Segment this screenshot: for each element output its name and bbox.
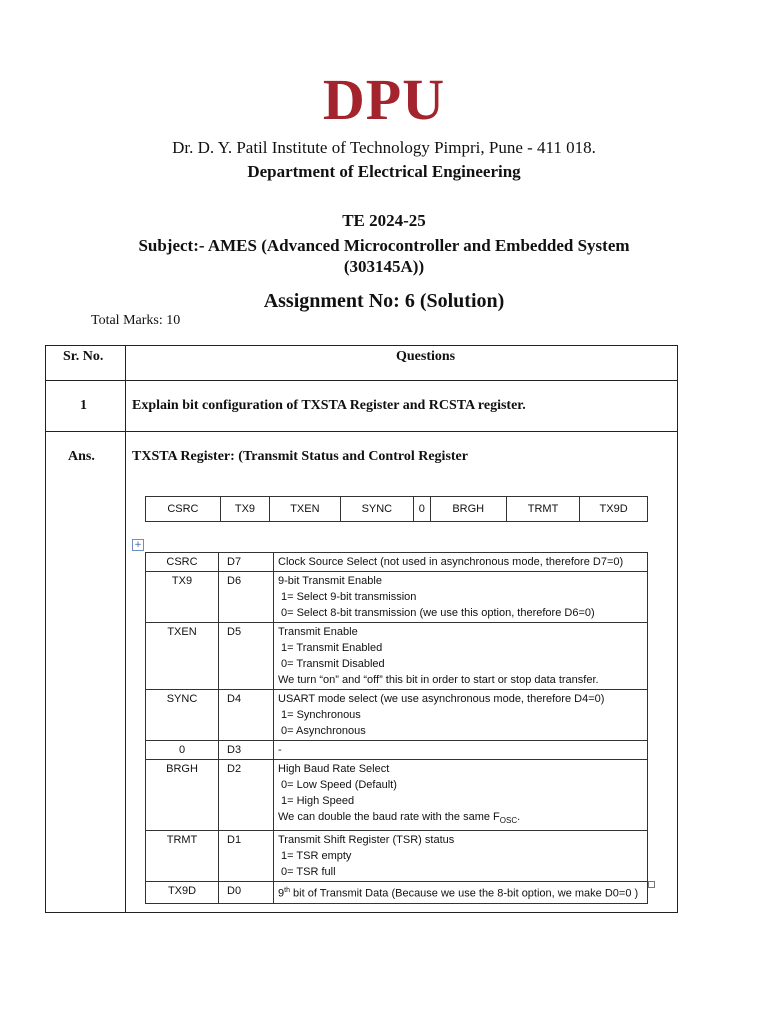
bit-description bbox=[274, 882, 648, 904]
department-name: Department of Electrical Engineering bbox=[247, 162, 521, 181]
desc-line: 1= TSR empty bbox=[281, 850, 352, 863]
table-move-handle-icon[interactable]: + bbox=[132, 539, 144, 551]
desc-text: bit of Transmit Data (Because we use the 8-bit option, we make D0=0 ) bbox=[289, 887, 639, 900]
table-row bbox=[146, 882, 648, 904]
bit-description bbox=[274, 831, 648, 882]
bit-cell: TX9D bbox=[580, 497, 648, 522]
header-srno: Sr. No. bbox=[63, 349, 104, 364]
table-row bbox=[146, 741, 648, 760]
bit-name: SYNC bbox=[146, 690, 219, 741]
bit-number: D0 bbox=[219, 882, 274, 904]
bit-description bbox=[274, 553, 648, 572]
desc-line: 1= Select 9-bit transmission bbox=[281, 591, 417, 603]
desc-line: 9-bit Transmit Enable bbox=[278, 575, 382, 587]
desc-line: 0= Select 8-bit transmission (we use this option, therefore D6=0) bbox=[281, 607, 595, 619]
desc-line: 1= Synchronous bbox=[281, 709, 361, 721]
bit-description bbox=[274, 741, 648, 760]
subscript: OSC bbox=[499, 816, 518, 826]
bit-cell: SYNC bbox=[340, 497, 413, 522]
desc-text: . bbox=[517, 811, 521, 823]
answer-label: Ans. bbox=[68, 449, 95, 464]
desc-line: Clock Source Select (not used in asynchronous mode, therefore D7=0) bbox=[278, 556, 624, 568]
academic-year: TE 2024-25 bbox=[342, 211, 426, 230]
bit-number: D1 bbox=[219, 831, 274, 882]
bit-name: TX9D bbox=[146, 882, 219, 904]
table-resize-handle[interactable] bbox=[648, 881, 655, 888]
desc-line: We turn “on” and “off” this bit in order to start or stop data transfer. bbox=[278, 674, 599, 686]
table-row bbox=[146, 690, 648, 741]
bit-cell: CSRC bbox=[146, 497, 221, 522]
bit-name: TXEN bbox=[146, 623, 219, 690]
bit-cell: TRMT bbox=[506, 497, 579, 522]
bit-cell: 0 bbox=[414, 497, 431, 522]
row-divider bbox=[46, 380, 677, 381]
superscript: th bbox=[284, 887, 290, 895]
question-text: Explain bit configuration of TXSTA Register and RCSTA register. bbox=[132, 398, 526, 413]
bit-number: D5 bbox=[219, 623, 274, 690]
desc-line: Transmit Shift Register (TSR) status bbox=[278, 834, 455, 847]
txsta-bit-layout bbox=[145, 496, 648, 522]
bit-description bbox=[274, 623, 648, 690]
bit-cell: TXEN bbox=[270, 497, 341, 522]
total-marks: Total Marks: 10 bbox=[91, 313, 181, 328]
desc-line bbox=[278, 883, 643, 902]
table-row bbox=[146, 760, 648, 831]
desc-line: High Baud Rate Select bbox=[278, 763, 390, 775]
desc-line: Transmit Enable bbox=[278, 626, 358, 638]
bit-number: D2 bbox=[219, 760, 274, 831]
bit-description bbox=[274, 760, 648, 831]
table-row bbox=[146, 831, 648, 882]
question-number: 1 bbox=[80, 398, 87, 413]
bit-number: D6 bbox=[219, 572, 274, 623]
logo-text: DPU bbox=[322, 67, 446, 132]
desc-line: 1= Transmit Enabled bbox=[281, 642, 383, 654]
bit-name: TRMT bbox=[146, 831, 219, 882]
table-row bbox=[146, 623, 648, 690]
bit-name: CSRC bbox=[146, 553, 219, 572]
subject-line-1: Subject:- AMES (Advanced Microcontroller and Embedded System bbox=[138, 236, 630, 255]
bit-name: 0 bbox=[146, 741, 219, 760]
row-divider bbox=[46, 431, 677, 432]
desc-text: 9 bbox=[278, 887, 285, 900]
desc-line: 0= Low Speed (Default) bbox=[281, 779, 397, 791]
institute-name: Dr. D. Y. Patil Institute of Technology Pimpri, Pune - 411 018. bbox=[172, 138, 596, 157]
bit-description bbox=[274, 690, 648, 741]
desc-line: 0= TSR full bbox=[281, 866, 336, 879]
bit-number: D7 bbox=[219, 553, 274, 572]
header-questions: Questions bbox=[396, 349, 456, 364]
bit-name: TX9 bbox=[146, 572, 219, 623]
txsta-bit-description-table bbox=[145, 552, 648, 904]
subject-line-2: (303145A)) bbox=[343, 257, 425, 276]
desc-line bbox=[278, 809, 643, 829]
bit-cell: BRGH bbox=[430, 497, 506, 522]
desc-line: USART mode select (we use asynchronous mode, therefore D4=0) bbox=[278, 693, 605, 705]
bit-number: D4 bbox=[219, 690, 274, 741]
table-row bbox=[146, 572, 648, 623]
bit-number: D3 bbox=[219, 741, 274, 760]
desc-line: 1= High Speed bbox=[281, 795, 355, 807]
desc-line: 0= Asynchronous bbox=[281, 725, 366, 737]
bit-name: BRGH bbox=[146, 760, 219, 831]
answer-heading: TXSTA Register: (Transmit Status and Control Register bbox=[132, 449, 468, 464]
bit-description bbox=[274, 572, 648, 623]
desc-line: 0= Transmit Disabled bbox=[281, 658, 385, 670]
desc-line: - bbox=[278, 744, 282, 756]
table-row bbox=[146, 553, 648, 572]
bit-cell: TX9 bbox=[220, 497, 269, 522]
desc-text: We can double the baud rate with the same F bbox=[278, 811, 500, 823]
assignment-title: Assignment No: 6 (Solution) bbox=[263, 290, 505, 312]
dpu-logo bbox=[0, 66, 768, 133]
